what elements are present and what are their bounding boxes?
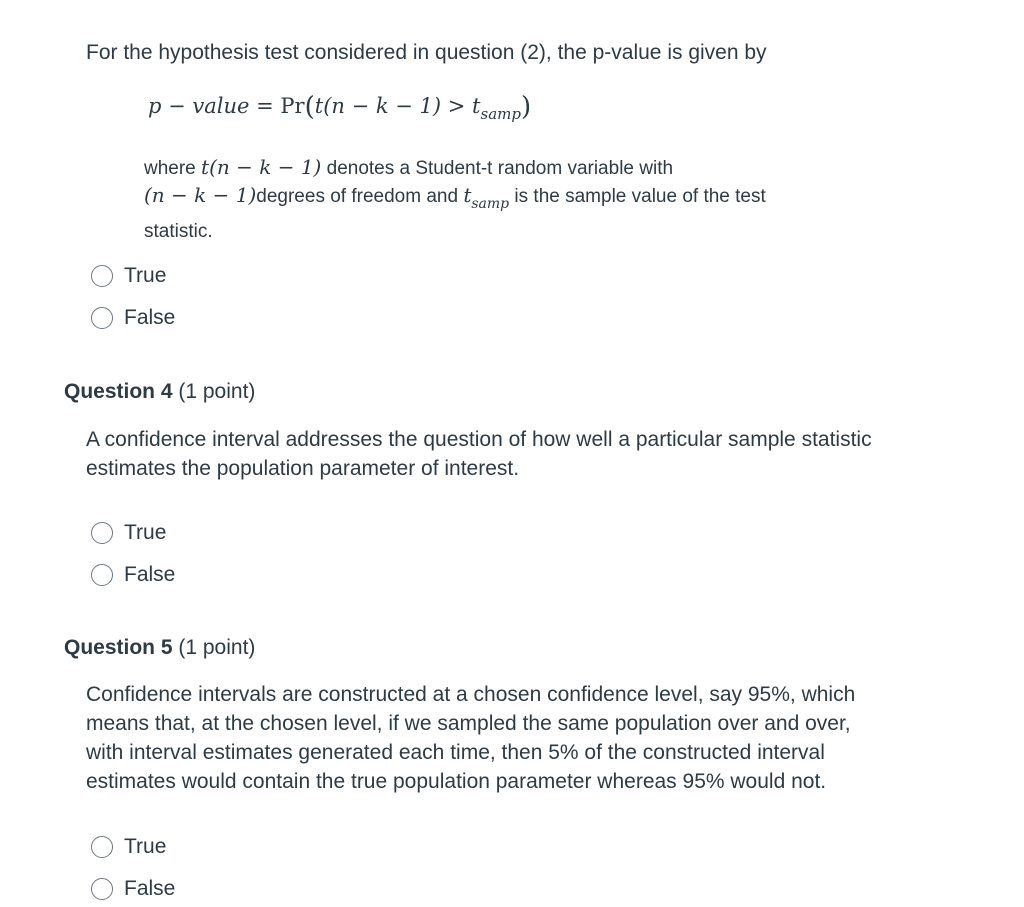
where-math-2: (n − k − 1) [144,183,257,207]
radio-button[interactable] [91,836,113,858]
where-prefix: where [144,158,202,179]
radio-button[interactable] [91,564,113,586]
formula-sub-samp: samp [480,105,521,123]
q4-text-line-1: A confidence interval addresses the question of how well a particular sample statistic [86,428,872,451]
q3-formula [148,92,531,123]
formula-p: p [148,94,162,118]
option-label: True [124,835,167,858]
q4-heading [64,380,255,404]
formula-minus: − [161,94,193,118]
q5-option-false[interactable] [91,874,175,904]
q5-text-line-2: means that, at the chosen level, if we sampled the same population over and over, [86,712,851,735]
q5-text-line-3: with interval estimates generated each time, then 5% of the constructed interval [86,741,825,764]
q3-where-block [144,154,766,245]
q5-text [86,680,855,796]
q5-heading [64,636,255,660]
formula-value: value [192,94,250,118]
q5-heading-points: (1 point) [172,636,256,659]
formula-args: (n − k − 1) [323,94,442,118]
radio-button[interactable] [91,522,113,544]
where-line-3: statistic. [144,221,213,242]
option-label: True [124,264,167,287]
q4-heading-points: (1 point) [172,380,256,403]
q4-text [86,425,872,483]
option-label: False [124,306,176,329]
radio-button[interactable] [91,307,113,329]
where-line-1 [144,154,766,182]
radio-button[interactable] [91,878,113,900]
q3-intro: For the hypothesis test considered in question (2), the p-value is given by [86,41,767,64]
formula-t-samp: t [472,94,481,118]
q4-text-line-2: estimates the population parameter of interest. [86,457,520,480]
q5-heading-title: Question 5 [64,636,173,659]
formula-t: t [314,94,324,118]
where-t-samp: t [463,183,472,207]
where-mid-2: degrees of freedom and [256,186,464,207]
q4-heading-title: Question 4 [64,380,173,403]
formula-open-paren: ( [304,92,315,122]
q3-option-false[interactable] [91,303,175,333]
where-sub-samp: samp [471,196,510,212]
q5-text-line-1: Confidence intervals are constructed at a chosen confidence level, say 95%, which [86,683,856,706]
formula-gt: > [441,94,473,118]
formula-close-paren: ) [520,92,532,122]
q4-option-false[interactable] [91,560,175,590]
q3-option-true[interactable] [91,261,166,291]
q5-option-true[interactable] [91,832,166,862]
formula-equals-pr: = Pr [249,94,305,118]
q4-option-true[interactable] [91,518,166,548]
option-label: True [124,521,167,544]
q5-text-line-4: estimates would contain the true population parameter whereas 95% would not. [86,770,827,793]
option-label: False [124,877,176,900]
where-suffix-1: denotes a Student-t random variable with [321,158,674,179]
option-label: False [124,563,176,586]
radio-button[interactable] [91,265,113,287]
where-suffix-2: is the sample value of the test [509,186,766,207]
where-line-2 [144,182,766,218]
where-math-1: t(n − k − 1) [201,155,322,179]
